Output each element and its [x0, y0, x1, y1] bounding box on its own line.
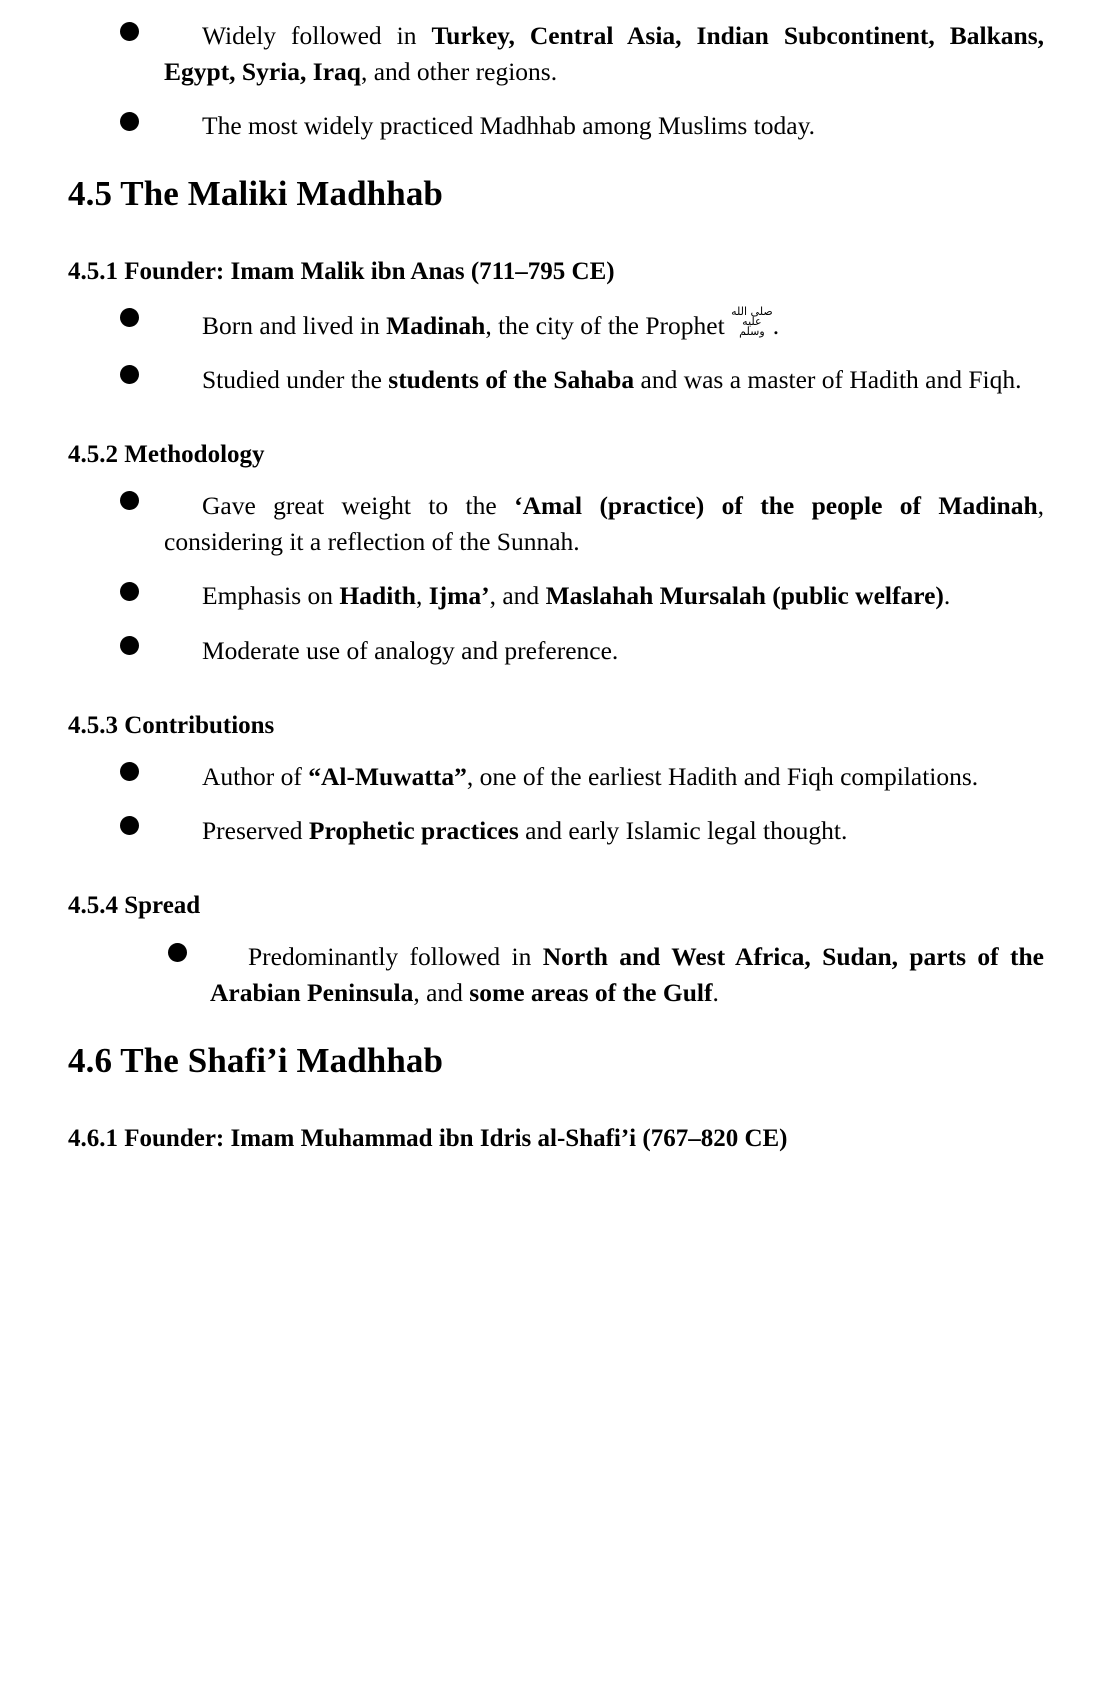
sallallahu-alayhi-wasallam-icon: [731, 304, 773, 339]
bullet-dot-icon: [120, 112, 139, 131]
subsection-heading-4-5-1: 4.5.1 Founder: Imam Malik ibn Anas (711–795 CE): [68, 257, 615, 285]
emphasis-text: Prophetic practices: [308, 815, 519, 845]
emphasis-text: students of the Sahaba: [388, 364, 635, 394]
bullet-dot-icon: [120, 22, 139, 41]
maliki-methodology-bullets: [68, 488, 1044, 669]
bullet-al-muwatta: [68, 759, 1044, 795]
emphasis-text: North and West Africa, Sudan, parts of the Arabian Peninsula: [210, 942, 1044, 1008]
bullet-dot-icon: [120, 636, 139, 655]
bullet-dot-icon: [120, 762, 139, 781]
bullet-dot-icon: [120, 365, 139, 384]
bullet-hanafi-regions: [68, 18, 1044, 90]
emphasis-text: ‘Amal (practice) of the people of Madinah: [514, 490, 1038, 520]
document-page: [0, 18, 1112, 1685]
bullet-text: Author of “Al-Muwatta”, one of the earliest Hadith and Fiqh compilations.: [202, 761, 979, 791]
bullet-text: Gave great weight to the ‘Amal (practice) of the people of Madinah, considering it a reflection of the Sunnah.: [164, 490, 1045, 557]
subsection-heading-4-6-1: 4.6.1 Founder: Imam Muhammad ibn Idris al-Shafi’i (767–820 CE): [68, 1124, 788, 1152]
emphasis-text: Madinah: [386, 310, 486, 340]
bullet-text: Emphasis on Hadith, Ijma’, and Maslahah Mursalah (public welfare).: [202, 581, 951, 611]
section-heading-4-6: 4.6 The Shafi’i Madhhab: [68, 1040, 444, 1080]
bullet-dot-icon: [120, 491, 139, 510]
subsection-heading-4-5-2: 4.5.2 Methodology: [68, 440, 265, 468]
bullet-text: Studied under the students of the Sahaba and was a master of Hadith and Fiqh.: [202, 364, 1022, 394]
emphasis-text: Ijma’: [428, 581, 490, 611]
subsection-heading-4-5-4: 4.5.4 Spread: [68, 892, 201, 920]
bullet-maliki-regions: [68, 939, 1044, 1011]
honorific-line: عليه: [742, 315, 762, 329]
hanafi-spread-bullets: [68, 18, 1044, 145]
bullet-text: The most widely practiced Madhhab among Muslims today.: [202, 111, 816, 141]
bullet-text: Widely followed in Turkey, Central Asia, Indian Subcontinent, Balkans, Egypt, Syria, Iraq, and other regions.: [164, 21, 1044, 87]
bullet-malik-born-madinah: [68, 305, 1044, 344]
bullet-dot-icon: [120, 582, 139, 601]
bullet-hadith-ijma-maslahah: [68, 578, 1044, 614]
bullet-text: Born and lived in Madinah, the city of the Prophet صلى الله عليه وسلم .: [202, 304, 780, 340]
emphasis-text: Maslahah Mursalah (public welfare): [545, 581, 944, 611]
maliki-contributions-bullets: [68, 759, 1044, 849]
emphasis-text: some areas of the Gulf: [469, 978, 713, 1008]
maliki-spread-bullets: [68, 939, 1044, 1011]
subsection-heading-4-5-3: 4.5.3 Contributions: [68, 711, 275, 739]
emphasis-text: “Al-Muwatta”: [308, 761, 467, 791]
bullet-dot-icon: [120, 816, 139, 835]
bullet-moderate-analogy: [68, 633, 1044, 669]
emphasis-text: Hadith: [339, 581, 416, 611]
bullet-text: Predominantly followed in North and West Africa, Sudan, parts of the Arabian Peninsula, and some areas of the Gulf.: [210, 942, 1044, 1008]
bullet-preserved-prophetic-practices: [68, 813, 1044, 849]
maliki-founder-bullets: [68, 305, 1044, 398]
bullet-dot-icon: [168, 943, 187, 962]
section-heading-4-5: 4.5 The Maliki Madhhab: [68, 173, 443, 213]
bullet-text: Preserved Prophetic practices and early Islamic legal thought.: [202, 815, 848, 845]
emphasis-text: Turkey, Central Asia, Indian Subcontinent, Balkans, Egypt, Syria, Iraq: [164, 21, 1044, 87]
honorific-line: وسلم: [739, 325, 765, 339]
page-content: [68, 18, 1044, 1154]
bullet-malik-studied-sahaba: [68, 362, 1044, 398]
bullet-amal-people-of-madinah: [68, 488, 1044, 560]
bullet-hanafi-most-practiced: [68, 108, 1044, 144]
honorific-line: صلى الله: [731, 304, 773, 318]
bullet-text: Moderate use of analogy and preference.: [202, 635, 619, 665]
bullet-dot-icon: [120, 308, 139, 327]
